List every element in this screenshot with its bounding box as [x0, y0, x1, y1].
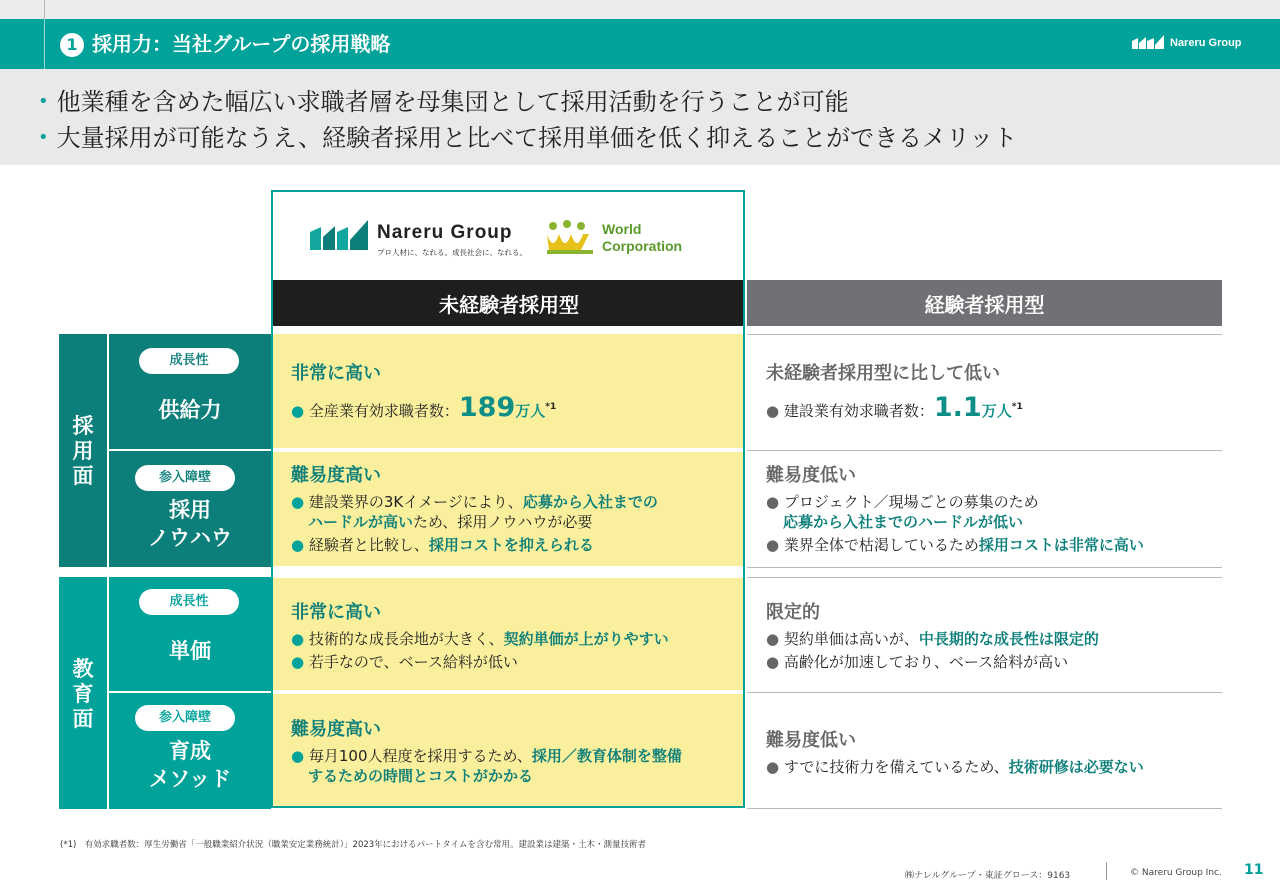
supply-left-head: 非常に高い	[291, 363, 381, 384]
price-right-head: 限定的	[766, 602, 820, 623]
knowhow-left-bullet: ● 建設業界の3Kイメージにより、応募から入社までの	[291, 493, 658, 511]
footer-divider	[1106, 862, 1107, 880]
method-right-head: 難易度低い	[766, 730, 856, 751]
row-divider	[747, 450, 1222, 451]
method-right-bullet: ● すでに技術力を備えているため、技術研修は必要ない	[766, 758, 1144, 776]
group-title-recruit: 採用面	[72, 414, 94, 488]
price-left-bullet: ● 技術的な成長余地が大きく、契約単価が上がりやすい	[291, 630, 669, 648]
header-logo	[1132, 35, 1242, 51]
column-header-experienced: 経験者採用型	[747, 280, 1222, 326]
section-number: 1	[60, 33, 84, 57]
nareru-logo-icon	[1132, 35, 1164, 51]
row-divider	[747, 577, 1222, 578]
row-label-price: 単価	[169, 639, 211, 663]
group-recruit	[59, 334, 271, 567]
summary-bullet: • 他業種を含めた幅広い求職者層を母集団として採用活動を行うことが可能	[38, 88, 849, 116]
supply-left-stat: ● 全産業有効求職者数：189万人$^{*1}$	[291, 392, 557, 423]
pill-barrier: 参入障壁	[135, 465, 235, 491]
knowhow-right-bullet: ● プロジェクト／現場ごとの募集のため	[766, 493, 1039, 511]
summary-bullets	[0, 69, 1280, 165]
row-label-supply: 供給力	[158, 398, 222, 422]
knowhow-left-bullet-cont: ハードルが高いため、採用ノウハウが必要	[308, 513, 593, 531]
method-left-head: 難易度高い	[291, 719, 381, 740]
method-left-bullet: ● 毎月100人程度を採用するため、採用／教育体制を整備	[291, 747, 682, 765]
row-divider	[747, 334, 1222, 335]
knowhow-left-head: 難易度高い	[291, 465, 381, 486]
supply-right-stat: ● 建設業有効求職者数：1.1万人$^{*1}$	[766, 392, 1023, 423]
price-right-bullet: ● 契約単価は高いが、中長期的な成長性は限定的	[766, 630, 1099, 648]
pill-barrier: 参入障壁	[135, 705, 235, 731]
price-left-head: 非常に高い	[291, 602, 381, 623]
group-education	[59, 577, 271, 809]
column-header-inexperienced: 未経験者採用型	[273, 280, 745, 326]
row-label-knowhow: 採用 ノウハウ	[148, 498, 232, 550]
page-number: 11	[1244, 862, 1264, 878]
price-left-bullet: ● 若手なので、ベース給料が低い	[291, 653, 518, 671]
knowhow-left-bullet: ● 経験者と比較し、採用コストを抑えられる	[291, 536, 594, 554]
knowhow-right-bullet: ● 業界全体で枯渇しているため採用コストは非常に高い	[766, 536, 1144, 554]
price-right-bullet: ● 高齢化が加速しており、ベース給料が高い	[766, 653, 1069, 671]
nareru-tagline: プロ人材に、なれる。成長社会に、なれる。	[377, 248, 527, 257]
header-logo-text: Nareru Group	[1170, 37, 1242, 49]
method-left-bullet-cont: するための時間とコストがかかる	[308, 767, 534, 785]
top-strip	[0, 0, 1280, 19]
pill-growth: 成長性	[139, 589, 239, 615]
nareru-name: Nareru Group	[377, 222, 513, 243]
row-label-method: 育成 メソッド	[148, 739, 232, 791]
footnote: (*1) 有効求職者数：厚生労働省「一般職業紹介状況（職業安定業務統計）」2023年におけるパートタイムを含む常用。建設業は建築・土木・測量技術者	[60, 840, 647, 850]
row-divider	[747, 567, 1222, 568]
row-divider	[747, 692, 1222, 693]
knowhow-right-head: 難易度低い	[766, 465, 856, 486]
summary-bullet: • 大量採用が可能なうえ、経験者採用と比べて採用単価を低く抑えることができるメリット	[38, 124, 1018, 152]
row-divider	[747, 808, 1222, 809]
page-title: 採用力：当社グループの採用戦略	[92, 32, 391, 56]
knowhow-right-bullet-cont: 応募から入社までのハードルが低い	[783, 513, 1024, 531]
title-bar	[0, 19, 1280, 69]
footer-company: ㈱ナレルグループ・東証グロース：9163	[905, 871, 1071, 881]
world-corporation-name: World Corporation	[602, 221, 683, 254]
pill-growth: 成長性	[139, 348, 239, 374]
footer-copyright: © Nareru Group Inc.	[1130, 868, 1222, 878]
group-title-education: 教育面	[72, 657, 94, 731]
supply-right-head: 未経験者採用型に比して低い	[766, 363, 1000, 384]
